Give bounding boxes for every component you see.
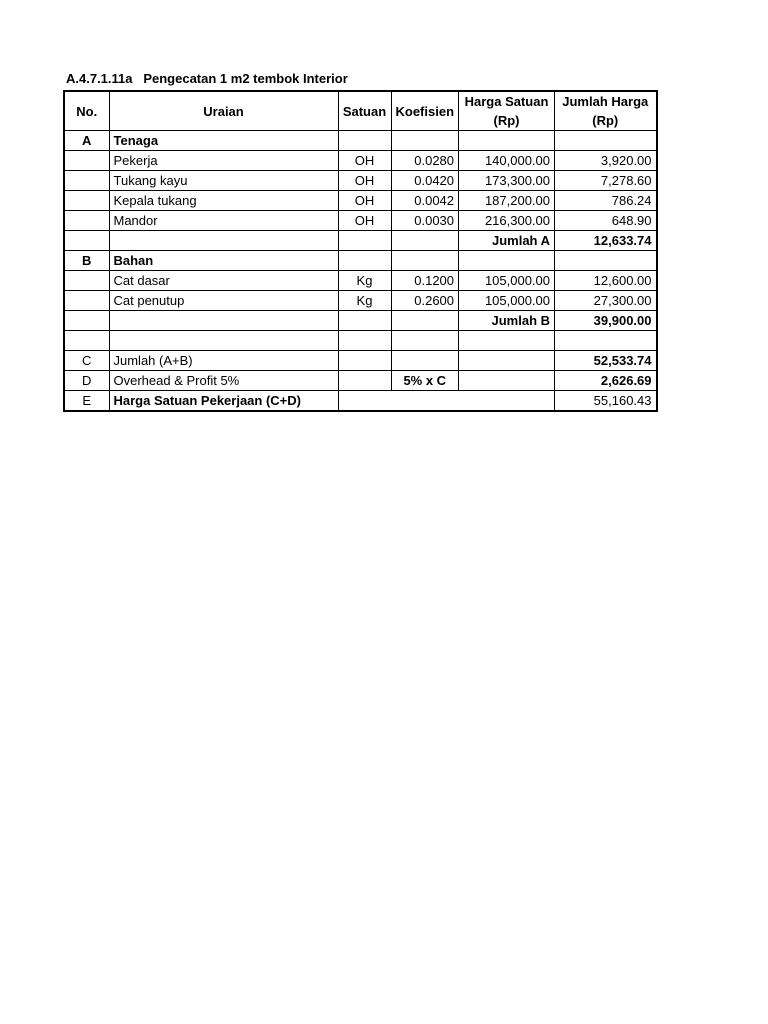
section-a-label: Tenaga bbox=[109, 131, 338, 151]
header-jumlah-harga: Jumlah Harga bbox=[555, 91, 657, 111]
section-e-value: 55,160.43 bbox=[555, 391, 657, 412]
item-satuan: Kg bbox=[338, 271, 391, 291]
table-row bbox=[64, 171, 657, 191]
section-d-koefisien: 5% x C bbox=[391, 371, 459, 391]
section-b-row bbox=[64, 251, 657, 271]
item-harga-satuan: 187,200.00 bbox=[459, 191, 555, 211]
header-koefisien: Koefisien bbox=[391, 91, 459, 131]
document-title: A.4.7.1.11a Pengecatan 1 m2 tembok Interior bbox=[66, 71, 348, 86]
header-jumlah-harga-unit: (Rp) bbox=[555, 111, 657, 131]
subtotal-b-value: 39,900.00 bbox=[555, 311, 657, 331]
table-header-row bbox=[64, 91, 657, 111]
item-jumlah-harga: 3,920.00 bbox=[555, 151, 657, 171]
section-e-label: Harga Satuan Pekerjaan (C+D) bbox=[109, 391, 338, 412]
header-harga-satuan: Harga Satuan bbox=[459, 91, 555, 111]
item-uraian: Pekerja bbox=[109, 151, 338, 171]
table-row bbox=[64, 271, 657, 291]
header-uraian: Uraian bbox=[109, 91, 338, 131]
item-jumlah-harga: 786.24 bbox=[555, 191, 657, 211]
section-b-no: B bbox=[64, 251, 109, 271]
item-uraian: Mandor bbox=[109, 211, 338, 231]
table-row bbox=[64, 151, 657, 171]
item-satuan: OH bbox=[338, 171, 391, 191]
subtotal-a-value: 12,633.74 bbox=[555, 231, 657, 251]
section-c-no: C bbox=[64, 351, 109, 371]
section-a-no: A bbox=[64, 131, 109, 151]
item-uraian: Kepala tukang bbox=[109, 191, 338, 211]
item-jumlah-harga: 648.90 bbox=[555, 211, 657, 231]
cost-analysis-table bbox=[63, 90, 658, 412]
section-e-no: E bbox=[64, 391, 109, 412]
table-row bbox=[64, 291, 657, 311]
section-a-row bbox=[64, 131, 657, 151]
subtotal-b-row bbox=[64, 311, 657, 331]
section-c-label: Jumlah (A+B) bbox=[109, 351, 338, 371]
section-d-value: 2,626.69 bbox=[555, 371, 657, 391]
item-jumlah-harga: 7,278.60 bbox=[555, 171, 657, 191]
item-harga-satuan: 105,000.00 bbox=[459, 271, 555, 291]
header-no: No. bbox=[64, 91, 109, 131]
subtotal-a-row bbox=[64, 231, 657, 251]
section-e-row bbox=[64, 391, 657, 412]
item-satuan: OH bbox=[338, 211, 391, 231]
item-harga-satuan: 140,000.00 bbox=[459, 151, 555, 171]
item-uraian: Cat dasar bbox=[109, 271, 338, 291]
item-satuan: OH bbox=[338, 151, 391, 171]
section-c-row bbox=[64, 351, 657, 371]
header-harga-satuan-unit: (Rp) bbox=[459, 111, 555, 131]
item-satuan: OH bbox=[338, 191, 391, 211]
blank-row bbox=[64, 331, 657, 351]
item-jumlah-harga: 27,300.00 bbox=[555, 291, 657, 311]
section-c-value: 52,533.74 bbox=[555, 351, 657, 371]
item-koefisien: 0.0042 bbox=[391, 191, 459, 211]
item-satuan: Kg bbox=[338, 291, 391, 311]
header-satuan: Satuan bbox=[338, 91, 391, 131]
item-harga-satuan: 216,300.00 bbox=[459, 211, 555, 231]
subtotal-b-label: Jumlah B bbox=[459, 311, 555, 331]
table-row bbox=[64, 211, 657, 231]
item-koefisien: 0.0420 bbox=[391, 171, 459, 191]
item-jumlah-harga: 12,600.00 bbox=[555, 271, 657, 291]
item-koefisien: 0.0280 bbox=[391, 151, 459, 171]
item-koefisien: 0.1200 bbox=[391, 271, 459, 291]
section-d-row bbox=[64, 371, 657, 391]
table-row bbox=[64, 191, 657, 211]
item-uraian: Tukang kayu bbox=[109, 171, 338, 191]
item-uraian: Cat penutup bbox=[109, 291, 338, 311]
section-d-no: D bbox=[64, 371, 109, 391]
item-harga-satuan: 173,300.00 bbox=[459, 171, 555, 191]
subtotal-a-label: Jumlah A bbox=[459, 231, 555, 251]
item-koefisien: 0.2600 bbox=[391, 291, 459, 311]
item-koefisien: 0.0030 bbox=[391, 211, 459, 231]
section-d-label: Overhead & Profit 5% bbox=[109, 371, 338, 391]
section-b-label: Bahan bbox=[109, 251, 338, 271]
item-harga-satuan: 105,000.00 bbox=[459, 291, 555, 311]
